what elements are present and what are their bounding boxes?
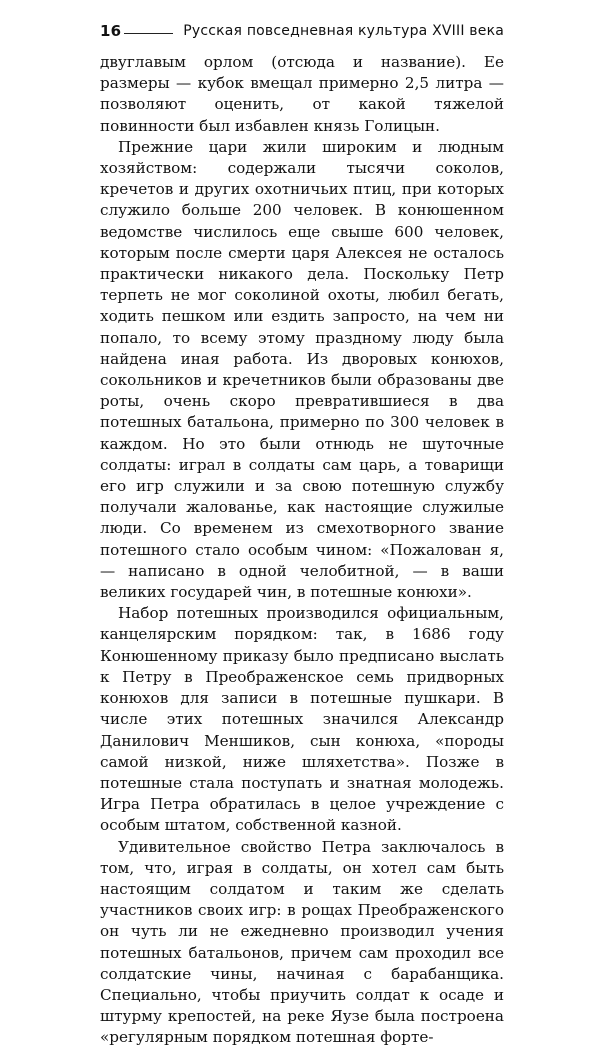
paragraph: Прежние цари жили широким и людным хозяйством: содержали тысячи соколов, кречетов и других охотничьих птиц, при которых служило больше 200 человек. В конюшенном ведомстве числилось еще свыше 600 человек, которым после смерти царя Алексея не осталось практически никакого дела. Поскольку Петр терпеть не мог соколиной охоты, любил бегать, ходить пешком или ездить запросто, на чем ни попало, то всему этому праздному люду была найдена иная работа. Из дворовых конюхов, сокольников и кречетников были образованы две роты, очень скоро превратившиеся в два потешных батальона, примерно по 300 человек в каждом. Но это были отнюдь не шуточные солдаты: играл в солдаты сам царь, а товарищи его игр служили и за свою потешную службу получали жалованье, как настоящие служилые люди. Со временем из смехотворного звание потешного стало особым чином: «Пожалован я, — написано в одной челобитной, — в ваши великих государей чин, в потешные конюхи».	[100, 137, 504, 602]
paragraph-continued: двуглавым орлом (отсюда и название). Ее размеры — кубок вмещал примерно 2,5 литра — позволяют оценить, от какой тяжелой повинности был избавлен князь Голицын.	[100, 53, 504, 135]
paragraph: Удивительное свойство Петра заключалось в том, что, играя в солдаты, он хотел сам быть настоящим солдатом и таким же сделать участников своих игр: в рощах Преображенского он чуть ли не ежедневно производил учения потешных батальонов, причем сам проходил все солдатские чины, начиная с барабанщика. Специально, чтобы приучить солдат к осаде и штурму крепостей, на реке Яузе была построена «регулярным порядком потешная форте-	[100, 837, 504, 1047]
book-title: Русская повседневная культура XVIII века	[183, 23, 504, 39]
body-text	[100, 52, 504, 1049]
header-rule	[124, 33, 173, 34]
paragraph: Набор потешных производился официальным, канцелярским порядком: так, в 1686 году Конюшенному приказу было предписано выслать к Петру в Преображенское семь придворных конюхов для записи в потешные пушкари. В числе этих потешных значился Александр Данилович Меншиков, сын конюха, «породы самой низкой, ниже шляхетства». Позже в потешные стала поступать и знатная молодежь. Игра Петра обратилась в целое учреждение с особым штатом, собственной казной.	[100, 604, 504, 835]
running-head	[100, 18, 504, 44]
page-number: 16	[100, 22, 122, 40]
